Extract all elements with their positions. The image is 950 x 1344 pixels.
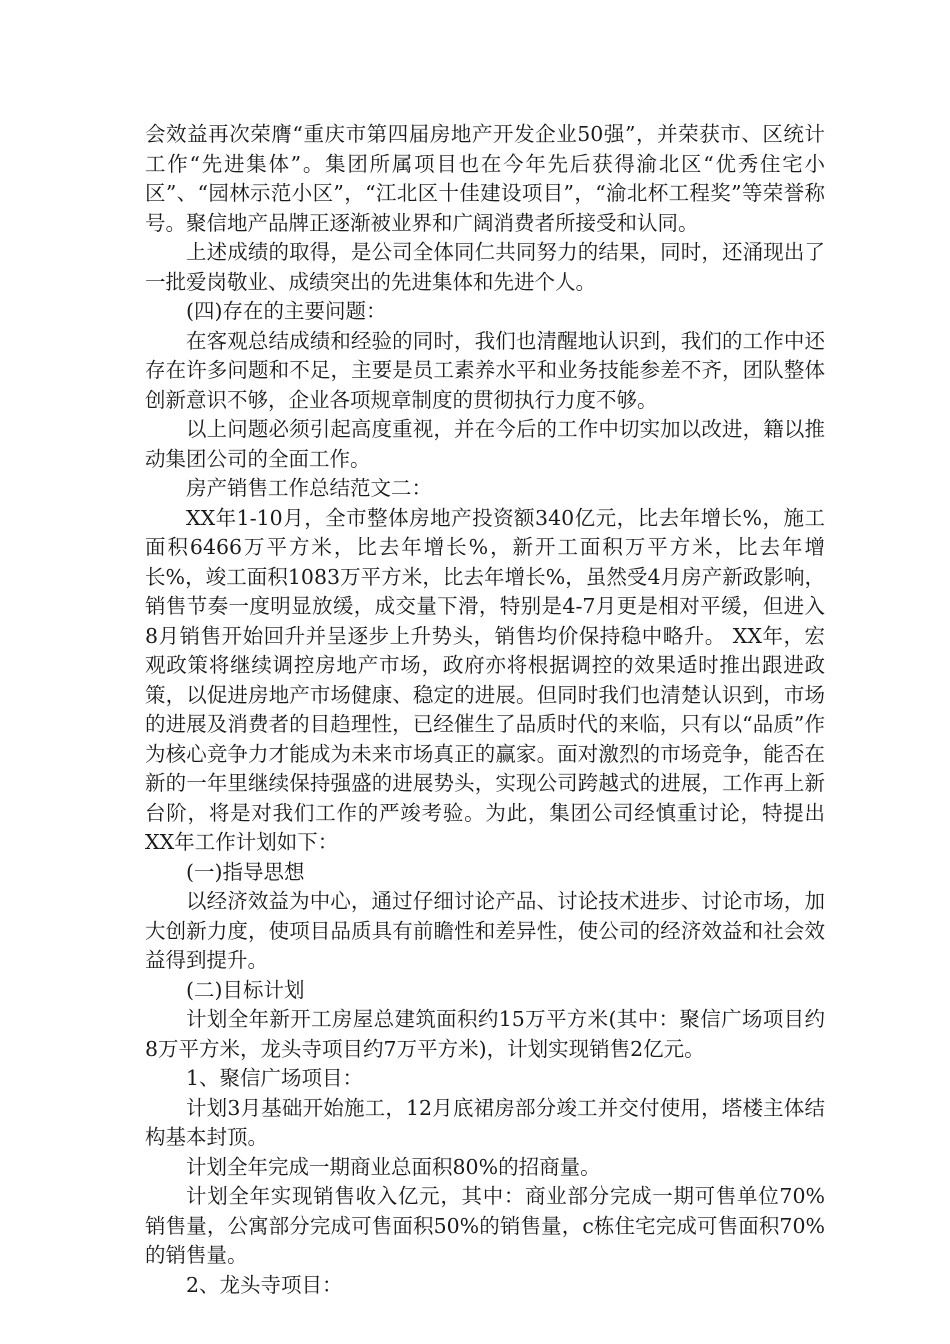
section-heading: (二)目标计划: [186, 977, 305, 1002]
section-heading: 2、龙头寺项目：: [186, 1272, 343, 1297]
section-heading: 房产销售工作总结范文二：: [186, 476, 432, 500]
paragraph: 计划全年实现销售收入亿元，其中：商业部分完成一期可售单位70%销售量，公寓部分完成可售面积50%的销售量，c栋住宅完成可售面积70%的销售量。: [145, 1184, 825, 1267]
section-heading: (四)存在的主要问题：: [186, 299, 387, 323]
paragraph: 会效益再次荣膺“重庆市第四届房地产开发企业50强”，并荣获市、区统计工作“先进集体”。集团所属项目也在今年先后获得渝北区“优秀住宅小区”、“园林示范小区”，“江北区十佳建设项目”，“渝北杯工程奖”等荣誉称号。聚信地产品牌正逐渐被业界和广阔消费者所接受和认同。: [145, 122, 825, 235]
paragraph: 以经济效益为中心，通过仔细讨论产品、讨论技术进步、讨论市场，加大创新力度，使项目品质具有前瞻性和差异性，使公司的经济效益和社会效益得到提升。: [145, 889, 825, 972]
document-body: [145, 120, 825, 1300]
paragraph: 计划全年完成一期商业总面积80%的招商量。: [186, 1154, 601, 1179]
section-heading: 1、聚信广场项目：: [186, 1066, 364, 1090]
paragraph: XX年1-10月，全市整体房地产投资额340亿元，比去年增长%，施工面积6466万平方米，比去年增长%，新开工面积万平方米，比去年增长%，竣工面积1083万平方米，比去年增长%，虽然受4月房产新政影响，销售节奏一度明显放缓，成交量下滑，特别是4-7月更是相对平缓，但进入8月销售开始回升并呈逐步上升势头，销售均价保持稳中略升。 XX年，宏观政策将继续调控房地产市场，政府亦将根据调控的效果适时推出跟进政策，以促进房地产市场健康、稳定的进展。但同时我们也清楚认识到，市场的进展及消费者的目趋理性，已经催生了品质时代的来临，只有以“品质”作为核心竞争力才能成为未来市场真正的赢家。面对激烈的市场竞争，能否在新的一年里继续保持强盛的进展势头，实现公司跨越式的进展，工作再上新台阶，将是对我们工作的严竣考验。为此，集团公司经慎重讨论，特提出XX年工作计划如下：: [145, 505, 825, 854]
paragraph: 计划全年新开工房屋总建筑面积约15万平方米(其中：聚信广场项目约8万平方米，龙头寺项目约7万平方米)，计划实现销售2亿元。: [145, 1007, 825, 1061]
paragraph: 计划3月基础开始施工，12月底裙房部分竣工并交付使用，塔楼主体结构基本封顶。: [145, 1095, 825, 1149]
paragraph: 以上问题必须引起高度重视，并在今后的工作中切实加以改进，籍以推动集团公司的全面工作。: [145, 417, 825, 471]
paragraph: 上述成绩的取得，是公司全体同仁共同努力的结果，同时，还涌现出了一批爱岗敬业、成绩突出的先进集体和先进个人。: [145, 240, 825, 294]
paragraph: 在客观总结成绩和经验的同时，我们也清醒地认识到，我们的工作中还存在许多问题和不足，主要是员工素养水平和业务技能参差不齐，团队整体创新意识不够，企业各项规章制度的贯彻执行力度不够。: [145, 328, 825, 412]
section-heading: (一)指导思想: [186, 859, 305, 884]
